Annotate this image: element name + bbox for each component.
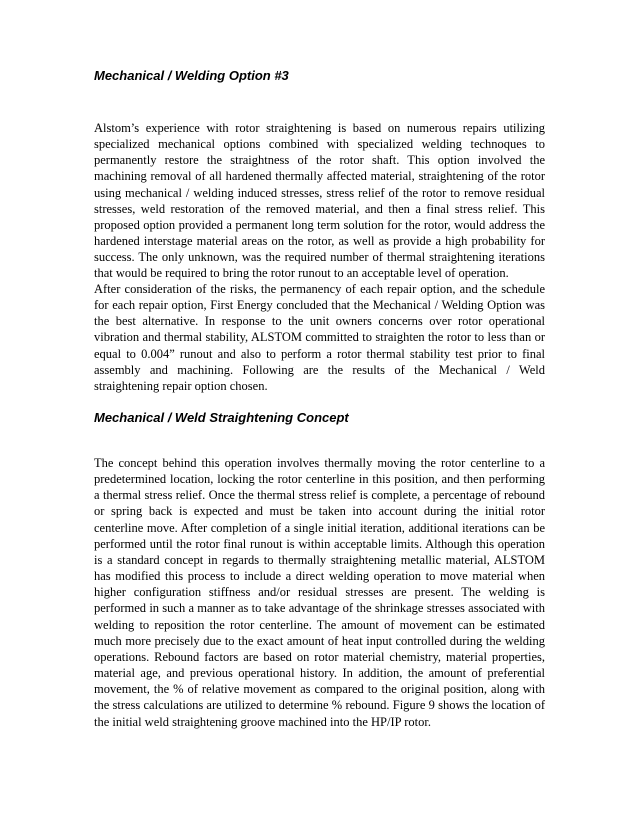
section-heading-welding-option: Mechanical / Welding Option #3 — [94, 68, 289, 83]
section-heading-straightening-concept: Mechanical / Weld Straightening Concept — [94, 410, 349, 425]
paragraph-risk-consideration: After consideration of the risks, the permanency of each repair option, and the schedule for each repair option, First Energy concluded that the Mechanical / Welding Option was the best alternative. In response to the unit owners concerns over rotor operational vibration and thermal stability, ALSTOM committed to straighten the rotor to less than or equal to 0.004” runout and also to perform a rotor thermal stability test prior to final assembly and machining. Following are the results of the Mechanical / Weld straightening repair option chosen. — [94, 282, 545, 393]
paragraph-alstom-experience: Alstom’s experience with rotor straightening is based on numerous repairs utilizing specialized mechanical options combined with specialized welding technoques to permanently restore the straightness of the rotor shaft. This option involved the machining removal of all hardened thermally affected material, straightening of the rotor using mechanical / welding induced stresses, stress relief of the rotor to remove residual stresses, weld restoration of the removed material, and then a final stress relief. This proposed option provided a permanent long term solution for the rotor, would address the hardened interstage material areas on the rotor, as well as provide a high probability for success. The only unknown, was the required number of thermal straightening iterations that would be required to bring the rotor runout to an acceptable level of operation. — [94, 121, 545, 281]
paragraph-concept-description: The concept behind this operation involves thermally moving the rotor centerline to a predetermined location, locking the rotor centerline in this position, and then performing a thermal stress relief. Once the thermal stress relief is complete, a percentage of rebound or spring back is expected and must be taken into account during the initial rotor centerline move. After completion of a single initial iteration, additional iterations can be performed until the rotor final runout is within acceptable limits. Although this operation is a standard concept in regards to thermally straightening metallic material, ALSTOM has modified this process to include a direct welding operation to move material when higher configuration stiffness and/or residual stresses are present. The welding is performed in such a manner as to take advantage of the shrinkage stresses associated with welding to reposition the rotor centerline. The amount of movement can be estimated much more precisely due to the exact amount of heat input controlled during the welding operations. Rebound factors are based on rotor material chemistry, material properties, material age, and previous operational history. In addition, the amount of preferential movement, the % of relative movement as compared to the original position, along with the stress calculations are utilized to determine % rebound. Figure 9 shows the location of the initial weld straightening groove machined into the HP/IP rotor. — [94, 456, 545, 729]
